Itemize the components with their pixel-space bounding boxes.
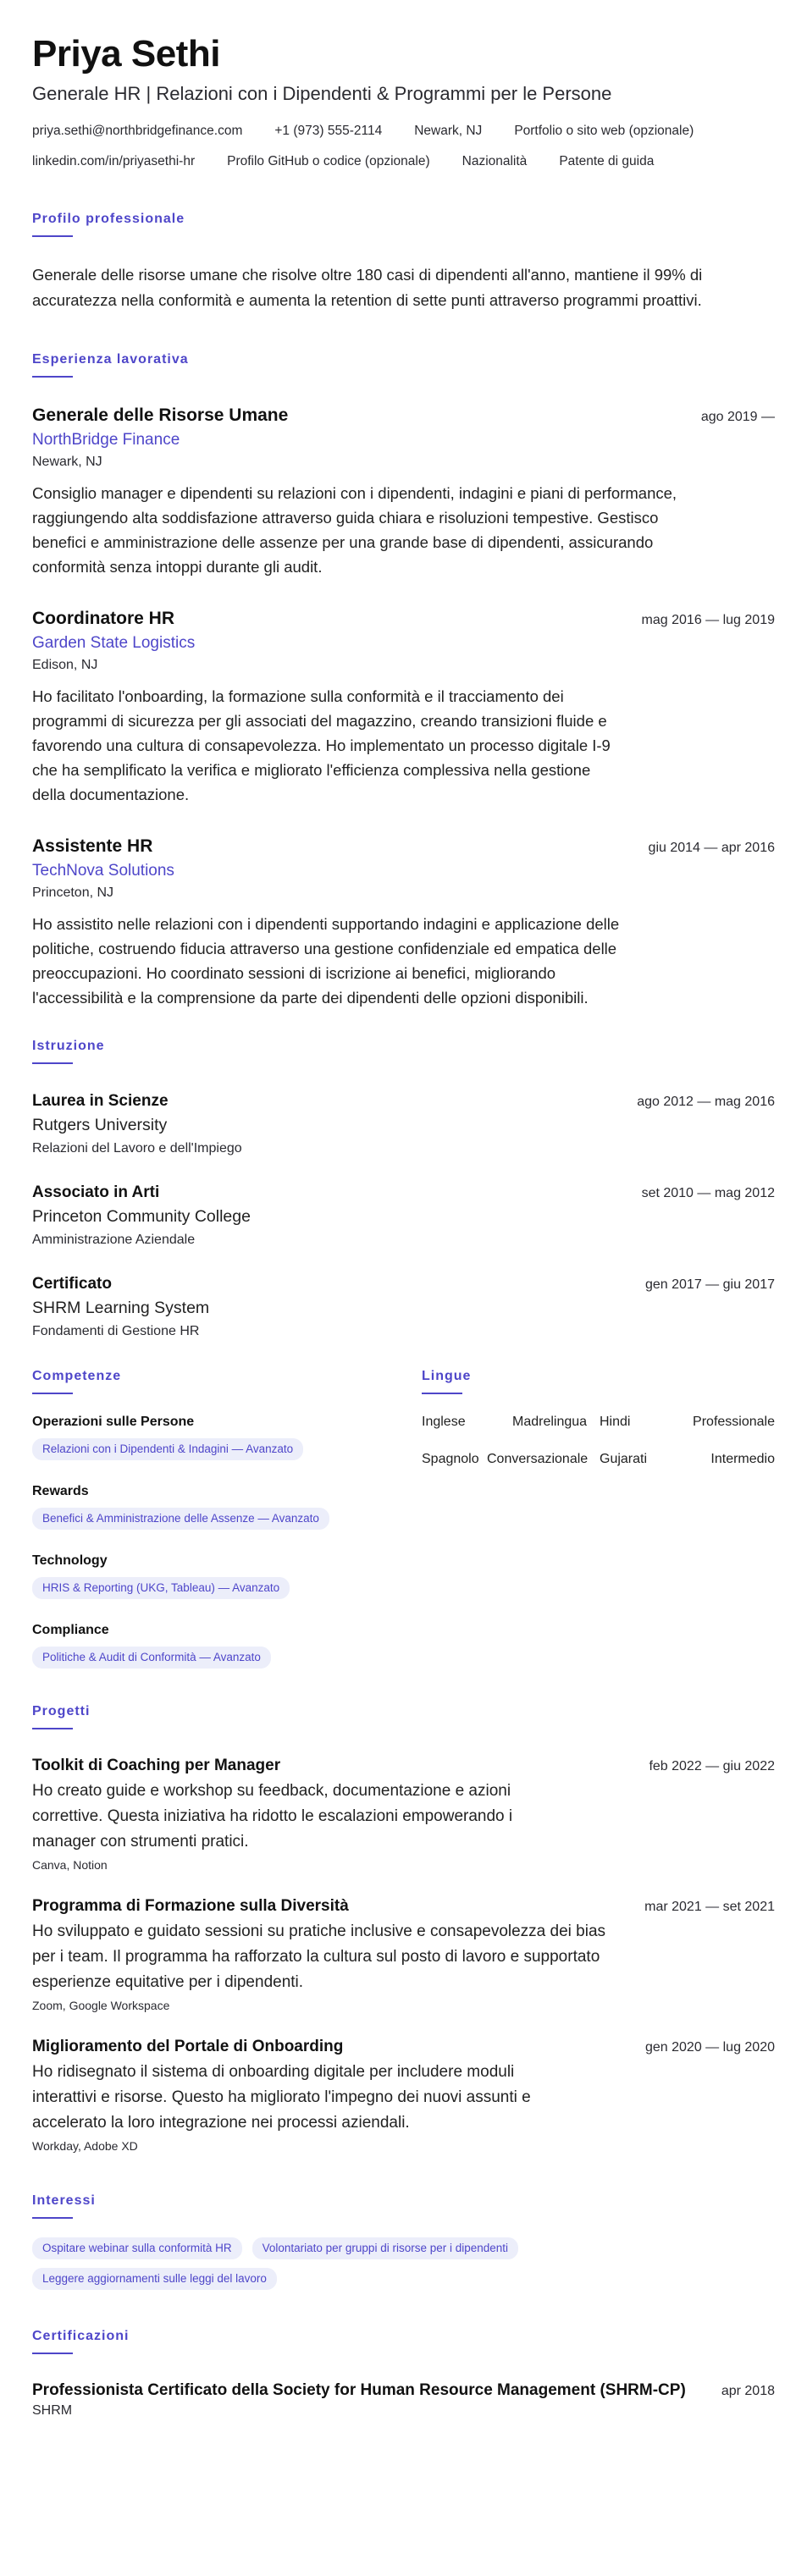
experience-section (32, 350, 775, 1010)
field-of-study: Fondamenti di Gestione HR (32, 1324, 200, 1338)
languages-grid (422, 1413, 775, 1469)
contact-nationality: Nazionalità (462, 154, 528, 168)
skill-group (32, 1621, 422, 1669)
project-entry (32, 1755, 775, 1873)
section-title: Profilo professionale (32, 212, 185, 226)
skill-chip: Politiche & Audit di Conformità — Avanzato (32, 1647, 271, 1669)
skill-group (32, 1413, 422, 1460)
degree-title: Laurea in Scienze (32, 1092, 169, 1110)
contact-phone[interactable]: +1 (973) 555-2114 (274, 124, 383, 138)
summary-section (32, 210, 775, 313)
section-divider (32, 376, 73, 378)
skill-group (32, 1552, 422, 1599)
section-divider (32, 2353, 73, 2354)
section-title: Competenze (32, 1369, 122, 1383)
school-name: Princeton Community College (32, 1207, 251, 1226)
field-of-study: Relazioni del Lavoro e dell'Impiego (32, 1141, 242, 1156)
contact-email[interactable]: priya.sethi@northbridgefinance.com (32, 124, 243, 138)
section-title: Interessi (32, 2193, 96, 2208)
project-tools: Workday, Adobe XD (32, 2139, 138, 2153)
experience-entry (32, 834, 775, 1010)
skill-chip: Benefici & Amministrazione delle Assenze — Avanzato (32, 1508, 329, 1530)
job-description: Ho facilitato l'onboarding, la formazione sulla conformità e il tracciamento dei programmi di sicurezza per gli associati del magazzino, creando transizioni fluide e favorendo una cultura di consapevolezza. Ho implementato un processo digitale I-9 che ha semplificato la verifica e migliorato l'efficienza complessiva nella gestione della documentazione. (32, 687, 611, 803)
company-name: TechNova Solutions (32, 862, 174, 880)
skill-chip: HRIS & Reporting (UKG, Tableau) — Avanzato (32, 1577, 290, 1599)
skills-column (32, 1367, 422, 1669)
interest-chip: Leggere aggiornamenti sulle leggi del lavoro (32, 2268, 277, 2290)
company-name: NorthBridge Finance (32, 431, 180, 449)
contact-location: Newark, NJ (414, 124, 483, 138)
skill-category: Operazioni sulle Persone (32, 1415, 195, 1429)
field-of-study: Amministrazione Aziendale (32, 1233, 196, 1247)
language-name: Inglese (422, 1415, 466, 1429)
interests-section (32, 2192, 775, 2290)
contact-portfolio[interactable]: Portfolio o sito web (opzionale) (514, 124, 694, 138)
job-location: Edison, NJ (32, 658, 98, 672)
contact-list (32, 120, 775, 173)
skill-category: Technology (32, 1553, 108, 1568)
experience-entry (32, 606, 775, 807)
interest-chip: Ospitare webinar sulla conformità HR (32, 2237, 242, 2259)
skills-languages-section (32, 1367, 775, 1669)
education-dates: set 2010 — mag 2012 (641, 1186, 775, 1200)
candidate-headline: Generale HR | Relazioni con i Dipendenti & Programmi per le Persone (32, 83, 612, 104)
contact-linkedin[interactable]: linkedin.com/in/priyasethi-hr (32, 154, 196, 168)
section-divider (32, 2217, 73, 2219)
job-description: Consiglio manager e dipendenti su relazioni con i dipendenti, indagini e piani di performance, raggiungendo alta soddisfazione attraverso guida chiara e risoluzioni tempestive. Gestisco benefici e amministrazione delle assenze per una grande base di dipendenti, assicurando conformità senza intoppi durante gli audit. (32, 484, 677, 576)
section-divider (32, 235, 73, 237)
project-dates: mar 2021 — set 2021 (644, 1900, 775, 1914)
experience-entry (32, 403, 775, 579)
skill-category: Compliance (32, 1623, 109, 1637)
summary-text: Generale delle risorse umane che risolve oltre 180 casi di dipendenti all'anno, mantiene il 99% di accuratezza nella conformità e aumenta la retention di sette punti attraverso programmi proattivi. (32, 266, 703, 309)
section-divider (32, 1062, 73, 1064)
contact-github[interactable]: Profilo GitHub o codice (opzionale) (227, 154, 430, 168)
education-dates: ago 2012 — mag 2016 (637, 1095, 775, 1109)
job-description: Ho assistito nelle relazioni con i dipendenti supportando indagini e applicazione delle politiche, costruendo fiducia attraverso una gestione confidenziale ed empatica delle preoccupazioni. Ho coordinato sessioni di iscrizione ai benefici, migliorando l'accessibilità e la comprensione da parte dei dipendenti delle opzioni disponibili. (32, 915, 620, 1007)
project-name: Programma di Formazione sulla Diversità (32, 1897, 349, 1915)
job-title: Coordinatore HR (32, 609, 174, 628)
contact-driving-license: Patente di guida (559, 154, 655, 168)
section-divider (32, 1393, 73, 1394)
project-entry (32, 1895, 775, 2014)
project-description: Ho sviluppato e guidato sessioni su pratiche inclusive e consapevolezza dei bias per i team. Il programma ha rafforzato la cultura sul posto di lavoro e supportato esperienze equitative per i dipendenti. (32, 1922, 606, 1991)
degree-title: Associato in Arti (32, 1183, 160, 1201)
section-title: Istruzione (32, 1039, 105, 1053)
interest-chip: Volontariato per gruppi di risorse per i dipendenti (252, 2237, 518, 2259)
language-name: Hindi (600, 1415, 631, 1429)
language-name: Gujarati (600, 1452, 648, 1466)
resume-header (32, 32, 775, 173)
projects-section (32, 1702, 775, 2154)
school-name: SHRM Learning System (32, 1299, 210, 1317)
certification-entry (32, 2380, 775, 2420)
degree-title: Certificato (32, 1275, 112, 1293)
project-tools: Canva, Notion (32, 1858, 108, 1872)
certifications-section (32, 2327, 775, 2420)
section-title: Certificazioni (32, 2329, 130, 2343)
section-divider (32, 1728, 73, 1729)
interests-list (32, 2237, 642, 2290)
skill-chip: Relazioni con i Dipendenti & Indagini — Avanzato (32, 1438, 303, 1460)
company-name: Garden State Logistics (32, 634, 196, 652)
project-name: Miglioramento del Portale di Onboarding (32, 2038, 344, 2055)
school-name: Rutgers University (32, 1116, 168, 1134)
section-title: Lingue (422, 1369, 472, 1383)
project-tools: Zoom, Google Workspace (32, 1999, 170, 2012)
project-entry (32, 2036, 775, 2154)
job-dates: ago 2019 — (700, 410, 775, 424)
job-location: Newark, NJ (32, 455, 102, 469)
project-description: Ho creato guide e workshop su feedback, documentazione e azioni correttive. Questa iniziativa ha ridotto le escalazioni empowerando i manager con strumenti pratici. (32, 1782, 513, 1851)
job-dates: mag 2016 — lug 2019 (641, 613, 775, 627)
job-dates: giu 2014 — apr 2016 (648, 841, 775, 855)
language-level: Madrelingua (512, 1415, 588, 1429)
section-title: Esperienza lavorativa (32, 352, 189, 367)
education-entry (32, 1272, 775, 1342)
job-title: Generale delle Risorse Umane (32, 405, 289, 425)
certification-issuer: SHRM (32, 2403, 73, 2418)
candidate-name: Priya Sethi (32, 33, 220, 74)
education-dates: gen 2017 — giu 2017 (644, 1277, 775, 1292)
project-dates: gen 2020 — lug 2020 (644, 2040, 775, 2055)
language-level: Professionale (693, 1415, 775, 1429)
language-level: Conversazionale (487, 1452, 589, 1466)
certification-name: Professionista Certificato della Society for Human Resource Management (SHRM-CP) (32, 2381, 686, 2399)
project-dates: feb 2022 — giu 2022 (649, 1759, 775, 1773)
job-title: Assistente HR (32, 836, 153, 856)
skill-group (32, 1482, 422, 1530)
languages-column (422, 1367, 775, 1669)
skill-category: Rewards (32, 1484, 89, 1498)
section-divider (422, 1393, 462, 1394)
project-description: Ho ridisegnato il sistema di onboarding digitale per includere moduli interattivi e risorse. Questo ha migliorato l'impegno dei nuovi assunti e accelerato la loro integrazione nei processi aziendali. (32, 2063, 531, 2132)
certification-date: apr 2018 (721, 2384, 775, 2398)
project-name: Toolkit di Coaching per Manager (32, 1757, 281, 1774)
education-entry (32, 1089, 775, 1159)
language-level: Intermedio (710, 1452, 775, 1466)
section-title: Progetti (32, 1704, 91, 1718)
job-location: Princeton, NJ (32, 885, 114, 900)
language-name: Spagnolo (422, 1452, 479, 1466)
education-section (32, 1037, 775, 1342)
education-entry (32, 1181, 775, 1250)
